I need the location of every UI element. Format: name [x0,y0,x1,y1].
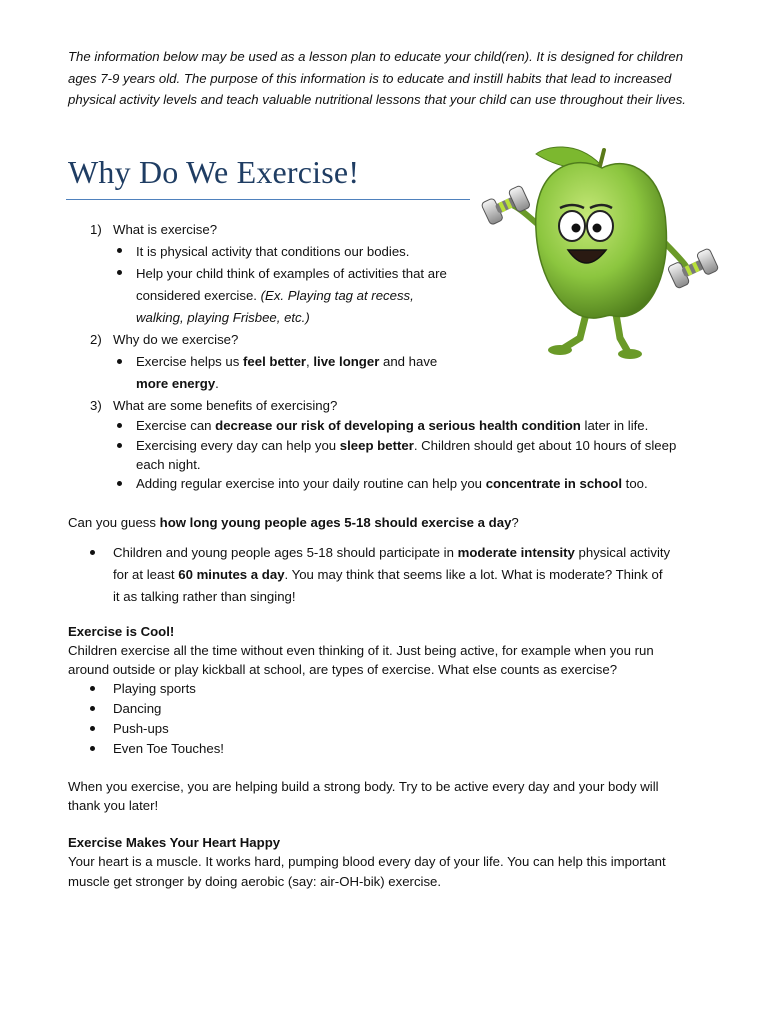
cool-paragraph-line-1: Children exercise all the time without even thinking of it. Just being active, for example when you run [68,643,654,658]
cool-paragraph-line-2: around outside or play kickball at school, are types of exercise. What else counts as exercise? [68,662,618,677]
bullet-dot [90,746,95,751]
page-title: Why Do We Exercise! [68,154,360,190]
strong-body-line-2: thank you later! [68,798,159,813]
text-run: later in life. [580,418,649,433]
text-run: . [215,376,219,391]
bullet-dot [117,270,122,275]
list-number-3: 3) [90,398,102,413]
answer-line-3: it as talking rather than singing! [113,589,296,604]
bold-run: moderate intensity [457,545,575,560]
text-run: Exercising every day can help you [136,438,340,453]
bullet-dot [90,726,95,731]
bold-run: sleep better [339,438,414,453]
list-number-2: 2) [90,332,102,347]
bold-run: how long young people ages 5-18 should exercise a day [159,515,512,530]
heart-paragraph-line-2: muscle get stronger by doing aerobic (say: air-OH-bik) exercise. [68,874,442,889]
bullet-dot [90,550,95,555]
q3-bullet-2-line-1 [136,436,676,455]
question-2-text: Why do we exercise? [113,332,239,347]
text-run: physical activity [574,545,671,560]
title-underline [66,199,470,200]
bullet-dot [90,706,95,711]
question-1-text: What is exercise? [113,222,218,237]
q1-bullet-2-line-2 [136,285,414,307]
answer-line-2 [113,564,663,586]
strong-body-line-1: When you exercise, you are helping build a strong body. Try to be active every day and your body will [68,779,659,794]
cool-list-item: Even Toe Touches! [113,741,224,756]
bold-run: more energy [136,376,216,391]
q1-bullet-1: It is physical activity that conditions our bodies. [136,244,410,259]
intro-paragraph: The information below may be used as a lesson plan to educate your child(ren). It is designed for children ages 7-9 years old. The purpose of this information is to educate and instill habits that lead to increased physical activity levels and teach valuable nutritional lessons that your child can use throughout their lives. [68,49,686,108]
question-3-text: What are some benefits of exercising? [113,398,338,413]
bold-run: decrease our risk of developing a serious health condition [215,418,581,433]
text-run: Exercise helps us [136,354,244,369]
section-heading-heart: Exercise Makes Your Heart Happy [68,835,281,850]
q1-bullet-2-line-1: Help your child think of examples of activities that are [136,266,447,281]
text-run: ? [511,515,519,530]
q1-bullet-2-example: (Ex. Playing tag at recess, [260,288,414,303]
bullet-dot [90,686,95,691]
apple-mascot-illustration [480,138,732,366]
text-run: , [306,354,314,369]
answer-line-1 [113,542,670,564]
heart-paragraph-line-1: Your heart is a muscle. It works hard, pumping blood every day of your life. You can help this important [68,854,666,869]
bold-run: feel better [243,354,307,369]
bold-run: 60 minutes a day [178,567,285,582]
cool-list-item: Push-ups [113,721,169,736]
text-run: . You may think that seems like a lot. What is moderate? Think of [284,567,663,582]
text-run: Exercise can [136,418,216,433]
bold-run: live longer [313,354,380,369]
text-run: for at least [113,567,179,582]
q2-bullet-1-line-1 [136,351,437,373]
guess-question [68,512,519,534]
bullet-dot [117,248,122,253]
text-run: and have [379,354,438,369]
q3-bullet-2-line-2: each night. [136,457,201,472]
bullet-dot [117,423,122,428]
cool-list-item: Playing sports [113,681,196,696]
text-run: too. [622,476,648,491]
bullet-dot [117,359,122,364]
bullet-dot [117,443,122,448]
q1-bullet-2-text: considered exercise. [136,288,257,303]
q3-bullet-3 [136,474,648,493]
text-run: Can you guess [68,515,160,530]
list-number-1: 1) [90,222,102,237]
q3-bullet-1 [136,416,648,435]
text-run: . Children should get about 10 hours of sleep [413,438,677,453]
text-run: Adding regular exercise into your daily routine can help you [136,476,486,491]
q2-bullet-1-line-2 [136,373,219,395]
cool-list-item: Dancing [113,701,162,716]
bold-run: concentrate in school [485,476,622,491]
bullet-dot [117,481,122,486]
q1-bullet-2-line-3: walking, playing Frisbee, etc.) [136,310,310,325]
section-heading-cool: Exercise is Cool! [68,624,175,639]
text-run: Children and young people ages 5-18 should participate in [113,545,458,560]
